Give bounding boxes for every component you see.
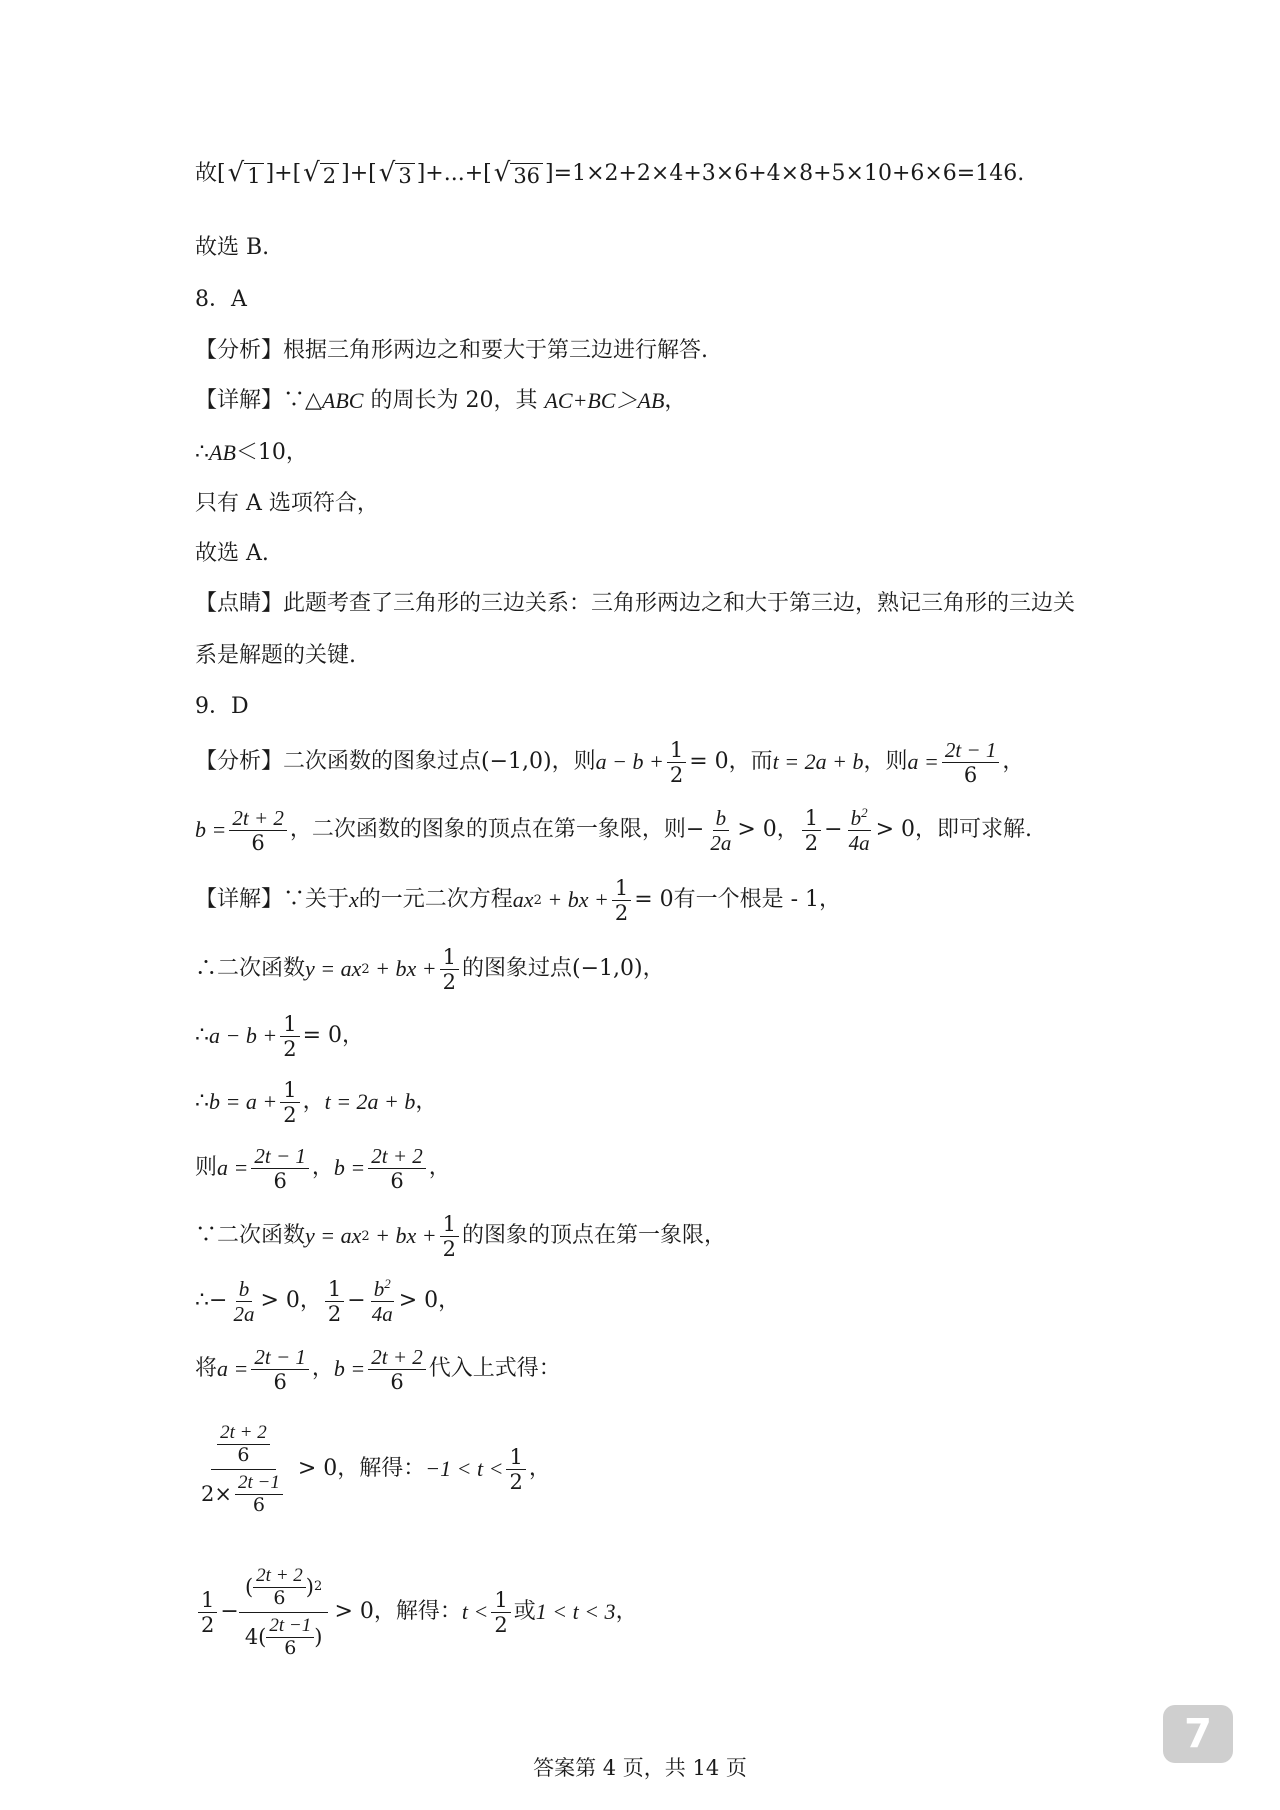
- q9-detail-10: $\frac{1}{2}$ − ( $\frac{2t + 2}{6}$ ) 2 4( $\frac{2t -1}{6}$ ) > 0 ，解得： t < $\frac{1}{2}$ 或 1 < t < 3 ，: [195, 1565, 1100, 1659]
- q9-detail-7: ∴ − $\frac{b}{2a}$ > 0 ， $\frac{1}{2}$ − $\frac{b^2}{4a}$ > 0 ，: [195, 1276, 461, 1327]
- sqrt-2: √ 2: [303, 160, 339, 189]
- compound-fraction-2: ( $\frac{2t + 2}{6}$ ) 2 4( $\frac{2t -1}{6}$ ): [239, 1565, 329, 1659]
- q8-step2: 只有 A 选项符合，: [195, 491, 379, 516]
- q8-point-2: 系是解题的关键.: [195, 643, 356, 668]
- sum-result: =1×2+2×4+3×6+4×8+5×10+6×6=146.: [553, 161, 1025, 187]
- sqrt-3: √ 3: [379, 160, 415, 189]
- q9-detail-6: ∵二次函数 y = ax 2 + bx + $\frac{1}{2}$ 的图象的顶点在第一象限，: [195, 1212, 727, 1262]
- q9-detail-5: 则 a = $\frac{2t - 1}{6}$ ， b = $\frac{2t + 2}{6}$ ，: [195, 1144, 451, 1194]
- q9-analysis-2: b = $\frac{2t + 2}{6}$ ，二次函数的图象的顶点在第一象限，则 − $\frac{b}{2a}$ > 0 ， $\frac{1}{2}$ − $\frac{b^2}{4a}$ > 0 ，即可求解.: [195, 805, 1033, 856]
- q9-detail-1: 【详解】∵关于 x 的一元二次方程 ax 2 + bx + $\frac{1}{2}$ = 0 有一个根是 - 1，: [195, 876, 842, 926]
- q8-detail: 【详解】∵△ ABC 的周长为 20，其 AC+BC＞AB ，: [195, 388, 687, 413]
- choose-b-line: 故选 B.: [195, 235, 270, 260]
- q8-step3: 故选 A.: [195, 541, 269, 566]
- q9-detail-8: 将 a = $\frac{2t - 1}{6}$ ， b = $\frac{2t + 2}{6}$ 代入上式得：: [195, 1345, 561, 1395]
- q9-detail-9: $\frac{2t + 2}{6}$ 2× $\frac{2t -1}{6}$ > 0 ，解得： −1 < t < $\frac{1}{2}$ ，: [195, 1422, 1100, 1516]
- q9-detail-3: ∴ a − b + $\frac{1}{2}$ = 0 ，: [195, 1012, 365, 1062]
- sqrt-1: √ 1: [228, 160, 264, 189]
- sqrt-36: √ 36: [494, 160, 543, 189]
- page-number-badge: 7: [1163, 1705, 1233, 1763]
- compound-fraction-1: $\frac{2t + 2}{6}$ 2× $\frac{2t -1}{6}$: [195, 1422, 292, 1516]
- q8-analysis: 【分析】根据三角形两边之和要大于第三边进行解答.: [195, 338, 708, 363]
- sqrt-sum-line: 故 [ √ 1 ]+[ √ 2 ]+[ √ 3 ]+ ... +[ √ 36 ] =1×2+2×4+3×6+4×8+5×10+6×6=146.: [195, 158, 1025, 188]
- bracket-open-1: [: [217, 161, 226, 187]
- q9-analysis-1: 【分析】二次函数的图象过点 (−1,0) ，则 a − b + $\frac{1}{2}$ = 0 ，而 t = 2a + b ，则 a = $\frac{2t - 1}{6}$ ，: [195, 738, 1025, 788]
- text-prefix: 故: [195, 161, 218, 187]
- page-footer: 答案第 4 页，共 14 页: [533, 1756, 747, 1780]
- q9-heading: 9．D: [195, 694, 249, 719]
- q8-heading: 8．A: [195, 287, 247, 312]
- q8-point-1: 【点睛】此题考查了三角形的三边关系：三角形两边之和大于第三边，熟记三角形的三边关: [195, 591, 1076, 616]
- q9-detail-2: ∴二次函数 y = ax 2 + bx + $\frac{1}{2}$ 的图象过点 (−1,0) ，: [195, 945, 665, 995]
- q8-step1: ∴ AB ＜10，: [195, 440, 308, 465]
- q9-detail-4: ∴ b = a + $\frac{1}{2}$ ， t = 2a + b ，: [195, 1078, 438, 1128]
